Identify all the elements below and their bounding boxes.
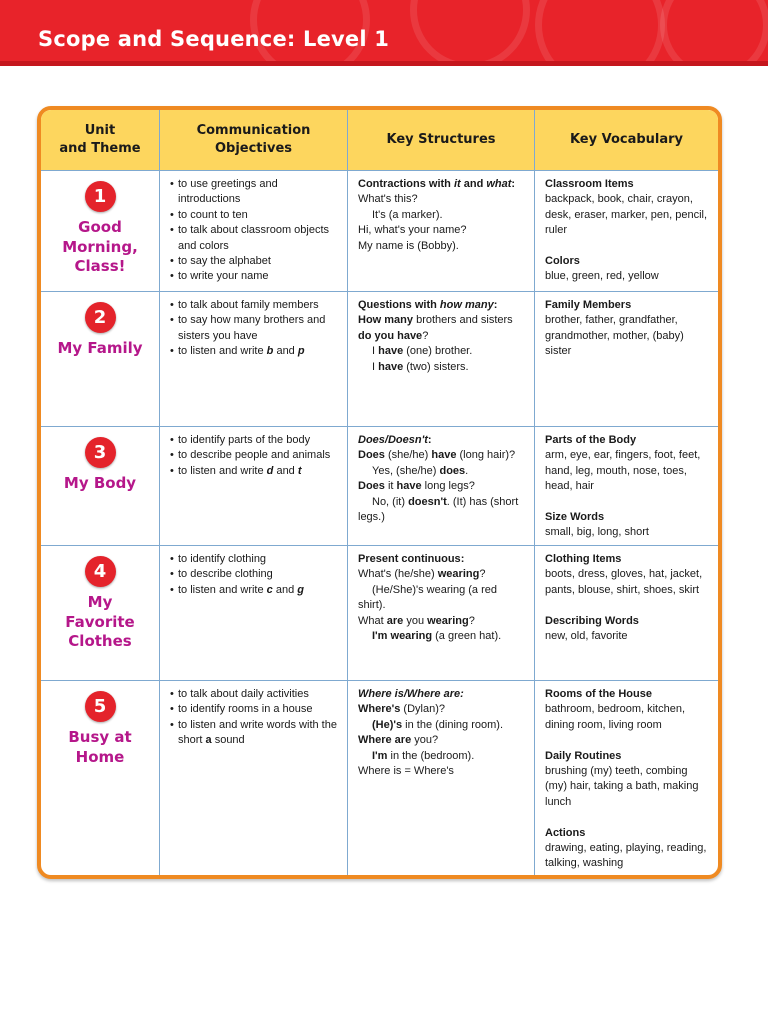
structure-line: Where is = Where's bbox=[358, 765, 454, 778]
objective-item: • to count to ten bbox=[170, 208, 337, 223]
unit-2-structures bbox=[348, 292, 535, 427]
objective-item: • to use greetings and introductions bbox=[170, 177, 337, 208]
objective-item: • to listen and write b and p bbox=[170, 344, 337, 359]
header-text: and Theme bbox=[59, 141, 141, 156]
structure-line: shirt). bbox=[358, 599, 386, 612]
structure-line: Yes, (she/he) does. bbox=[372, 464, 469, 477]
unit-theme-title: My Body bbox=[63, 474, 137, 492]
structure-line: legs.) bbox=[358, 511, 385, 524]
unit-1-structures bbox=[348, 171, 535, 292]
banner-underline bbox=[0, 61, 768, 66]
vocab-heading: Clothing Items bbox=[545, 553, 622, 565]
unit-3-theme-cell bbox=[41, 427, 160, 546]
banner-decoration bbox=[410, 0, 530, 66]
vocab-heading: Colors bbox=[545, 255, 580, 268]
unit-4-structures bbox=[348, 546, 535, 681]
unit-number-badge: 2 bbox=[85, 302, 116, 333]
structure-line: My name is (Bobby). bbox=[358, 239, 459, 252]
structure-line: It's (a marker). bbox=[372, 208, 443, 221]
vocab-heading: Describing Words bbox=[545, 614, 639, 627]
vocab-list: boots, dress, gloves, hat, jacket, pants, blouse, shirt, shoes, skirt bbox=[545, 568, 703, 596]
objective-item: • to identify clothing bbox=[170, 552, 337, 567]
unit-theme-title: Good Morning, Class! bbox=[62, 218, 138, 275]
unit-1-theme-cell bbox=[41, 171, 160, 292]
structure-line: What's (he/she) wearing? bbox=[358, 568, 486, 581]
header-text: Communication bbox=[196, 123, 311, 138]
vocab-list: brushing (my) teeth, combing (my) hair, taking a bath, making lunch bbox=[545, 765, 699, 808]
structure-line: What are you wearing? bbox=[358, 614, 475, 627]
objective-item: • to say the alphabet bbox=[170, 254, 337, 269]
vocab-heading: Parts of the Body bbox=[545, 434, 637, 446]
objective-item: • to listen and write d and t bbox=[170, 464, 337, 479]
unit-1-vocabulary bbox=[535, 171, 718, 292]
unit-3-vocabulary bbox=[535, 427, 718, 546]
unit-4-objectives bbox=[160, 546, 348, 681]
unit-4-vocabulary bbox=[535, 546, 718, 681]
unit-2-vocabulary bbox=[535, 292, 718, 427]
unit-theme-title: My Favorite Clothes bbox=[65, 593, 135, 650]
structure-line: (He)'s in the (dining room). bbox=[372, 718, 504, 731]
unit-5-objectives bbox=[160, 681, 348, 875]
header-key-structures: Key Structures bbox=[348, 110, 535, 171]
structure-line: How many brothers and sisters bbox=[358, 314, 513, 327]
scope-table-frame bbox=[37, 106, 722, 879]
vocab-heading: Daily Routines bbox=[545, 749, 622, 762]
structure-line: I'm wearing (a green hat). bbox=[372, 630, 502, 643]
vocab-list: arm, eye, ear, fingers, foot, feet, hand, leg, mouth, nose, toes, head, hair bbox=[545, 449, 701, 493]
vocab-list: bathroom, bedroom, kitchen, dining room, living room bbox=[545, 703, 686, 731]
structure-line: No, (it) doesn't. (It) has (short bbox=[372, 495, 519, 508]
objective-item: • to describe clothing bbox=[170, 567, 337, 582]
unit-5-theme-cell bbox=[41, 681, 160, 875]
title-banner bbox=[0, 0, 768, 66]
unit-number-badge: 3 bbox=[85, 437, 116, 468]
structure-line: Where are you? bbox=[358, 734, 439, 747]
vocab-list: backpack, book, chair, crayon, desk, eraser, marker, pen, pencil, ruler bbox=[545, 193, 708, 237]
unit-5-vocabulary bbox=[535, 681, 718, 875]
vocab-list: blue, green, red, yellow bbox=[545, 270, 659, 283]
unit-4-theme-cell bbox=[41, 546, 160, 681]
scope-table bbox=[41, 110, 718, 875]
vocab-list: new, old, favorite bbox=[545, 630, 628, 643]
structure-line: I'm in the (bedroom). bbox=[372, 749, 475, 762]
page-title: Scope and Sequence: Level 1 bbox=[38, 27, 390, 51]
structure-line: Where's (Dylan)? bbox=[358, 703, 445, 716]
header-key-vocabulary: Key Vocabulary bbox=[535, 110, 718, 171]
objective-item: • to identify parts of the body bbox=[170, 433, 337, 448]
structure-heading: Contractions with it and what: bbox=[358, 178, 516, 190]
structure-line: (He/She)'s wearing (a red bbox=[372, 583, 497, 596]
structure-line: Hi, what's your name? bbox=[358, 224, 467, 237]
vocab-heading: Size Words bbox=[545, 511, 605, 524]
vocab-heading: Actions bbox=[545, 826, 586, 839]
unit-2-theme-cell bbox=[41, 292, 160, 427]
header-unit-theme bbox=[41, 110, 160, 171]
structure-heading: Does/Doesn't: bbox=[358, 434, 432, 446]
unit-number-badge: 5 bbox=[85, 691, 116, 722]
header-communication-objectives bbox=[160, 110, 348, 171]
structure-line: I have (one) brother. bbox=[372, 345, 473, 358]
vocab-list: small, big, long, short bbox=[545, 526, 649, 539]
unit-number-badge: 4 bbox=[85, 556, 116, 587]
objective-item: • to write your name bbox=[170, 269, 337, 284]
unit-theme-title: My Family bbox=[57, 339, 143, 357]
structure-line: Does it have long legs? bbox=[358, 480, 475, 493]
objective-item: • to describe people and animals bbox=[170, 448, 337, 463]
banner-decoration bbox=[535, 0, 665, 66]
unit-3-objectives bbox=[160, 427, 348, 546]
unit-1-objectives bbox=[160, 171, 348, 292]
structure-line: I have (two) sisters. bbox=[372, 360, 469, 373]
unit-theme-title: Busy at Home bbox=[68, 728, 132, 766]
objective-item: • to talk about classroom objects and colors bbox=[170, 223, 337, 254]
banner-decoration bbox=[660, 0, 768, 66]
objective-item: • to listen and write words with the short a sound bbox=[170, 718, 337, 749]
structure-heading: Present continuous: bbox=[358, 553, 465, 565]
vocab-heading: Classroom Items bbox=[545, 178, 634, 190]
unit-2-objectives bbox=[160, 292, 348, 427]
structure-heading: Questions with how many: bbox=[358, 299, 498, 311]
unit-3-structures bbox=[348, 427, 535, 546]
unit-number-badge: 1 bbox=[85, 181, 116, 212]
objective-item: • to talk about family members bbox=[170, 298, 337, 313]
objective-item: • to say how many brothers and sisters you have bbox=[170, 313, 337, 344]
header-text: Objectives bbox=[214, 141, 293, 156]
header-text: Unit bbox=[84, 123, 116, 138]
structure-heading: Where is/Where are: bbox=[358, 688, 464, 700]
vocab-list: drawing, eating, playing, reading, talking, washing bbox=[545, 842, 707, 870]
objective-item: • to listen and write c and g bbox=[170, 583, 337, 598]
objective-item: • to talk about daily activities bbox=[170, 687, 337, 702]
unit-5-structures bbox=[348, 681, 535, 875]
vocab-list: brother, father, grandfather, grandmother, mother, (baby) sister bbox=[545, 314, 684, 358]
vocab-heading: Family Members bbox=[545, 299, 632, 311]
vocab-heading: Rooms of the House bbox=[545, 688, 652, 700]
objective-item: • to identify rooms in a house bbox=[170, 702, 337, 717]
structure-line: What's this? bbox=[358, 193, 418, 206]
structure-line: Does (she/he) have (long hair)? bbox=[358, 449, 516, 462]
structure-line: do you have? bbox=[358, 329, 429, 342]
